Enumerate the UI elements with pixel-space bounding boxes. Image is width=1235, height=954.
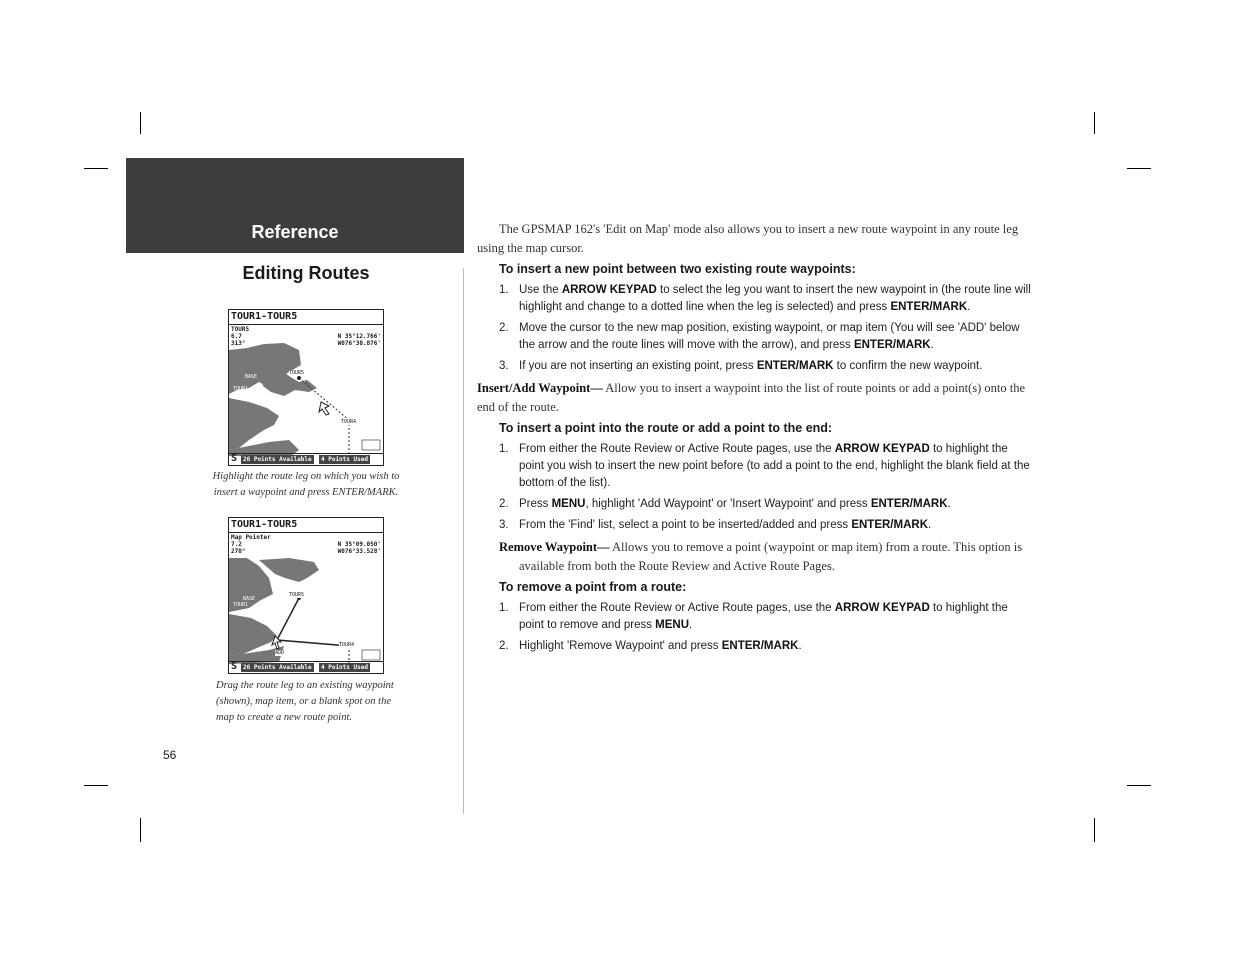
figure-caption: Highlight the route leg on which you wish to insert a waypoint and press ENTER/MARK.: [212, 471, 400, 498]
intro-paragraph: The GPSMAP 162's 'Edit on Map' mode also allows you to insert a new route waypoint in any route leg using the map cursor.: [477, 222, 1019, 255]
map-label: TOUR4: [341, 419, 357, 425]
section-header: [126, 158, 464, 253]
list-item: 2. Highlight 'Remove Waypoint' and press ENTER/MARK.: [499, 640, 802, 652]
instruction-heading: To insert a point into the route or add a point to the end:: [499, 421, 833, 435]
map-label: TOUR1: [233, 386, 249, 392]
map-label: ADD: [275, 650, 285, 656]
screen-status-bar: S 26 Points Available 4 Points Used: [229, 453, 383, 465]
map-label: TOUR4: [339, 642, 355, 648]
instruction-heading: To insert a new point between two existing route waypoints:: [499, 262, 856, 276]
definition-remove: Remove Waypoint— Allows you to remove a point (waypoint or map item) from a route. This option is available from both the Route Review and Active Route Pages.: [499, 540, 1023, 573]
crop-mark: [1127, 785, 1151, 786]
crop-mark: [1094, 818, 1095, 842]
column-divider: [463, 268, 464, 814]
list-item: 3. If you are not inserting an existing point, press ENTER/MARK to confirm the new waypoint.: [499, 360, 983, 372]
list-item: 1. From either the Route Review or Active Route pages, use the ARROW KEYPAD to highlight the point you wish to insert the new point before (to add a point to the end, highlight the blank field at the bottom of the list).: [499, 443, 1030, 489]
gps-screen-figure-1: [228, 309, 384, 466]
crop-mark: [140, 818, 141, 842]
instruction-steps: [477, 600, 1032, 655]
screen-info: TOUR5 6.7 313°: [231, 326, 250, 347]
map-label: TOUR5: [289, 370, 305, 376]
page-title: Editing Routes: [242, 263, 370, 283]
screen-info: Map Pointer 7.2 270°: [231, 534, 271, 555]
section-title: Reference: [251, 222, 339, 242]
page-number: 56: [163, 748, 177, 762]
list-item: 2. Move the cursor to the new map position, existing waypoint, or map item (You will see 'ADD' below the arrow and the route lines will move with the arrow), and press ENTER/MARK.: [499, 322, 1020, 351]
instruction-steps: [477, 282, 1032, 375]
list-item: 2. Press MENU, highlight 'Add Waypoint' or 'Insert Waypoint' and press ENTER/MARK.: [499, 498, 951, 510]
screen-title-bar: TOUR1-TOUR5: [229, 518, 383, 533]
map-label: BASE: [243, 596, 256, 602]
screen-status-bar: S 26 Points Available 4 Points Used: [229, 661, 383, 673]
screen-coordinates: N 35°09.050' W076°33.528': [337, 541, 381, 555]
map-label: BASE: [245, 374, 258, 380]
figure-caption: Drag the route leg to an existing waypoint (shown), map item, or a blank spot on the map to create a new route point.: [216, 680, 394, 723]
crop-mark: [84, 168, 108, 169]
definition-insert-add: Insert/Add Waypoint— Allow you to insert a waypoint into the list of route points or add a point(s) onto the end of the route.: [477, 381, 1026, 414]
instruction-heading: To remove a point from a route:: [499, 580, 687, 594]
main-content: [477, 220, 1032, 659]
map-label: TOUR5: [289, 592, 305, 598]
list-item: 3. From the 'Find' list, select a point to be inserted/added and press ENTER/MARK.: [499, 519, 932, 531]
crop-mark: [84, 785, 108, 786]
list-item: 1. Use the ARROW KEYPAD to select the leg you want to insert the new waypoint in (the route line will highlight and change to a dotted line when the leg is selected) and press ENTER/MARK.: [499, 284, 1031, 313]
screen-title-bar: TOUR1-TOUR5: [229, 310, 383, 325]
gps-screen-figure-2: [228, 517, 384, 674]
crop-mark: [1094, 112, 1095, 134]
instruction-steps: [477, 441, 1032, 534]
crop-mark: [140, 112, 141, 134]
map-label: TOUR1: [233, 602, 249, 608]
crop-mark: [1127, 168, 1151, 169]
screen-coordinates: N 35°12.766' W076°30.876': [337, 333, 381, 347]
list-item: 1. From either the Route Review or Active Route pages, use the ARROW KEYPAD to highlight the point to remove and press MENU.: [499, 602, 1008, 631]
